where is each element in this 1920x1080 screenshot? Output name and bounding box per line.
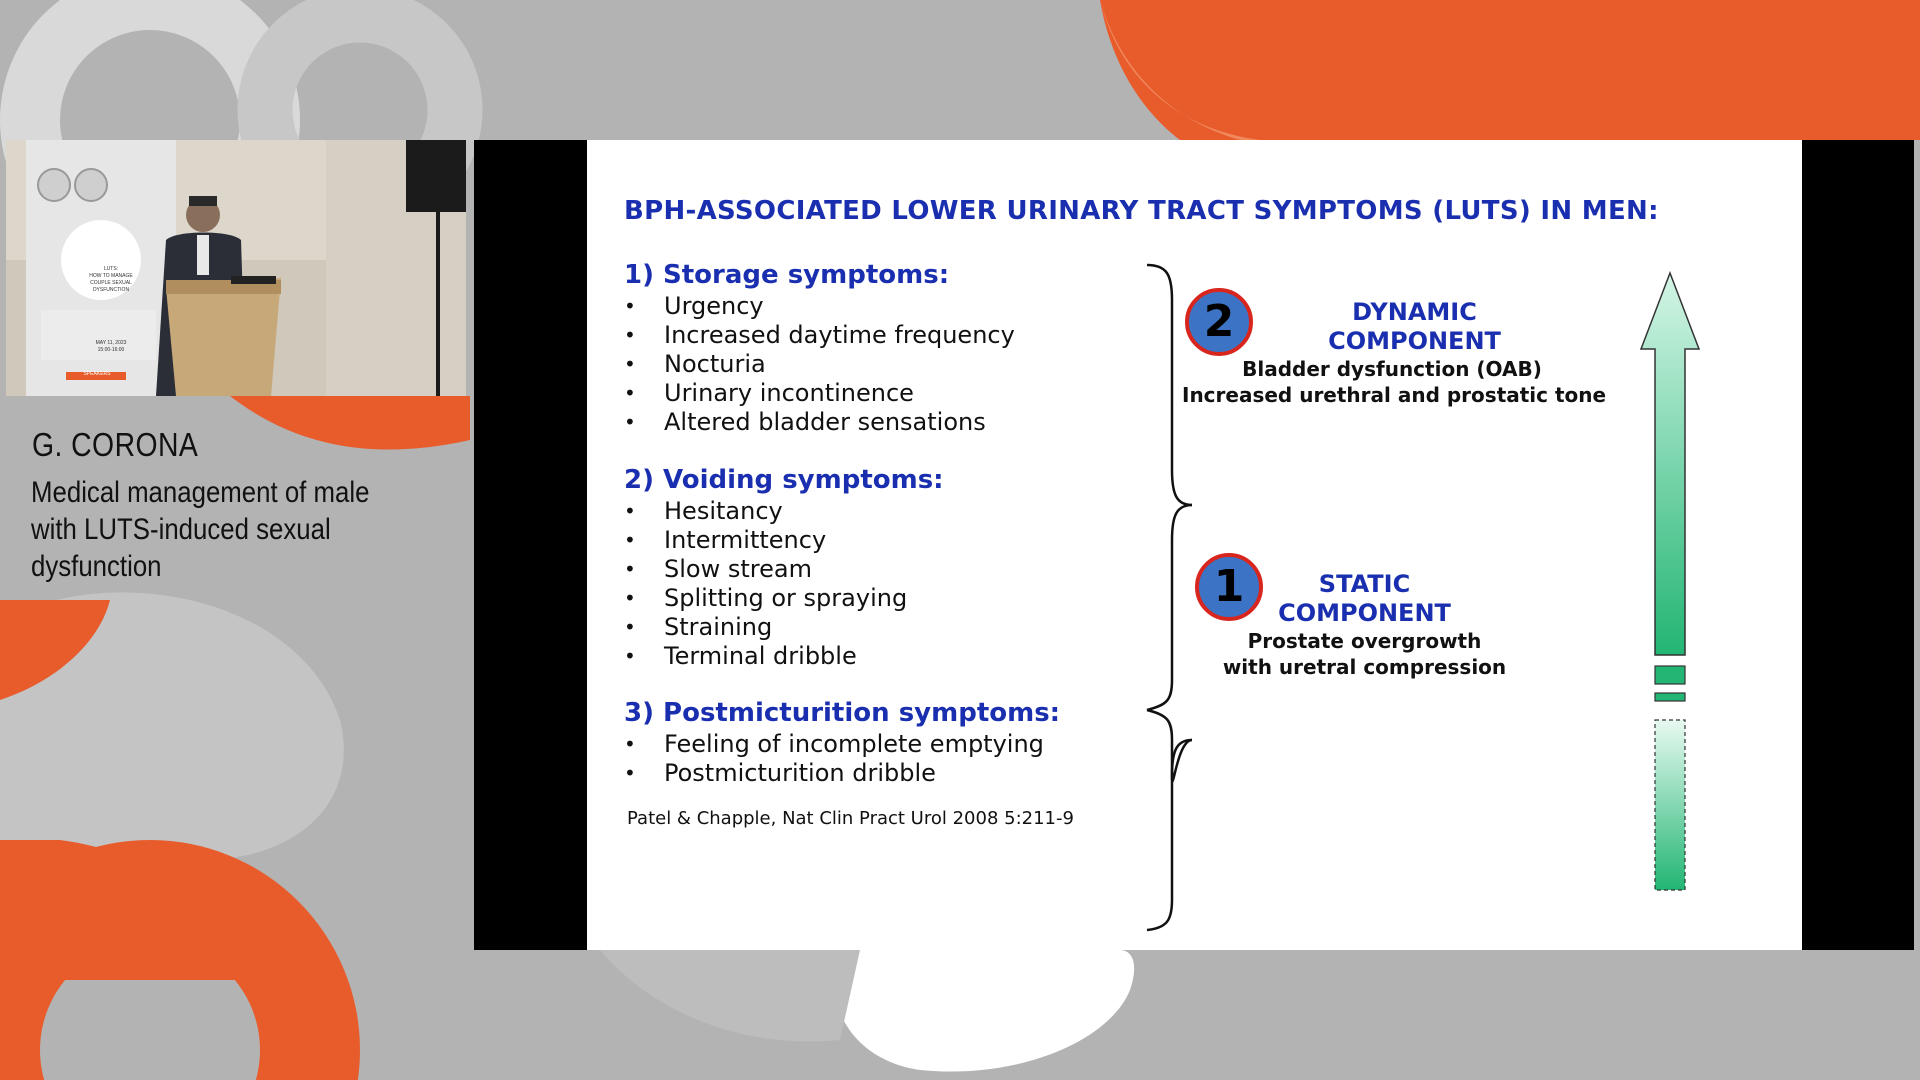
list-item-text: Straining (664, 613, 773, 641)
up-arrow-icon (1637, 270, 1707, 910)
dynamic-component-title (1287, 298, 1542, 356)
list-item (624, 759, 1044, 788)
static-component-title (1237, 570, 1492, 628)
list-item (624, 350, 1015, 379)
bullet: • (624, 644, 636, 668)
arrow-head-shaft (1641, 273, 1699, 655)
bullet: • (624, 381, 636, 405)
bullet: • (624, 761, 636, 785)
bullet: • (624, 352, 636, 376)
slide-title: BPH-ASSOCIATED LOWER URINARY TRACT SYMPTOMS (LUTS) IN MEN: (624, 196, 1659, 226)
arrow-dash-2 (1655, 693, 1685, 701)
banner-line: HOW TO MANAGE (89, 273, 133, 279)
section-heading-postmicturition: 3) Postmicturition symptoms: (624, 698, 1061, 728)
list-item-text: Altered bladder sensations (664, 408, 986, 436)
speaker-video-scene (6, 140, 466, 396)
talk-title (31, 474, 435, 585)
list-item-text: Terminal dribble (664, 642, 857, 670)
brace-lower-top (1147, 710, 1192, 781)
speaker-video[interactable] (6, 140, 466, 396)
dynamic-title-line: COMPONENT (1328, 327, 1501, 355)
list-item (624, 584, 907, 613)
list-item (624, 730, 1044, 759)
postmicturition-symptom-list (624, 730, 1044, 788)
static-title-line: STATIC (1318, 570, 1411, 598)
list-item-text: Urinary incontinence (664, 379, 914, 407)
list-item (624, 379, 1015, 408)
list-item-text: Postmicturition dribble (664, 759, 936, 787)
voiding-symptom-list (624, 497, 907, 671)
brace-upper-bottom (1147, 505, 1192, 710)
dynamic-title-line: DYNAMIC (1352, 298, 1477, 326)
list-item-text: Intermittency (664, 526, 827, 554)
talk-title-line: with LUTS-induced sexual (31, 513, 331, 546)
banner-time: 15:00-16:00 (97, 347, 125, 353)
static-desc-line: Prostate overgrowth (1247, 629, 1482, 653)
list-item (624, 526, 907, 555)
bullet: • (624, 528, 636, 552)
dynamic-desc-line: Increased urethral and prostatic tone (1182, 383, 1607, 407)
banner-line: COUPLE SEXUAL (90, 280, 132, 286)
list-item-text: Increased daytime frequency (664, 321, 1015, 349)
list-item-text: Feeling of incomplete emptying (664, 730, 1044, 758)
list-item (624, 642, 907, 671)
speaker-name: G. CORONA (32, 426, 199, 463)
bullet: • (624, 323, 636, 347)
static-title-line: COMPONENT (1278, 599, 1451, 627)
video-banner-text (76, 266, 146, 294)
storage-symptom-list (624, 292, 1015, 437)
dynamic-component-desc (1182, 356, 1607, 408)
static-number-badge: 1 (1195, 553, 1263, 621)
banner-tag: SPEAKERS (83, 371, 111, 377)
slide (587, 140, 1802, 950)
list-item (624, 497, 907, 526)
bullet: • (624, 557, 636, 581)
banner-line: LUTS: (103, 266, 119, 272)
list-item-text: Hesitancy (664, 497, 783, 525)
list-item (624, 408, 1015, 437)
list-item (624, 321, 1015, 350)
section-heading-voiding: 2) Voiding symptoms: (624, 465, 944, 495)
banner-date: MAY 11, 2023 (95, 340, 127, 346)
bullet: • (624, 586, 636, 610)
citation: Patel & Chapple, Nat Clin Pract Urol 2008 5:211-9 (627, 808, 1074, 829)
static-component-desc (1217, 628, 1512, 680)
list-item-text: Slow stream (664, 555, 812, 583)
video-banner-date (76, 340, 146, 354)
static-desc-line: with uretral compression (1222, 655, 1507, 679)
talk-title-line: dysfunction (31, 550, 162, 583)
brace-lower-bottom (1147, 740, 1192, 930)
arrow-base (1655, 720, 1685, 890)
bullet: • (624, 410, 636, 434)
list-item (624, 555, 907, 584)
bullet: • (624, 294, 636, 318)
slide-frame (474, 140, 1914, 950)
list-item-text: Nocturia (664, 350, 766, 378)
list-item (624, 292, 1015, 321)
bullet: • (624, 732, 636, 756)
section-heading-storage: 1) Storage symptoms: (624, 260, 950, 290)
bullet: • (624, 499, 636, 523)
list-item (624, 613, 907, 642)
dynamic-number-badge: 2 (1185, 288, 1253, 356)
list-item-text: Urgency (664, 292, 764, 320)
dynamic-desc-line: Bladder dysfunction (OAB) (1242, 357, 1542, 381)
talk-title-line: Medical management of male (31, 476, 370, 509)
list-item-text: Splitting or spraying (664, 584, 908, 612)
bullet: • (624, 615, 636, 639)
banner-line: DYSFUNCTION (92, 287, 130, 293)
arrow-dash-1 (1655, 666, 1685, 684)
